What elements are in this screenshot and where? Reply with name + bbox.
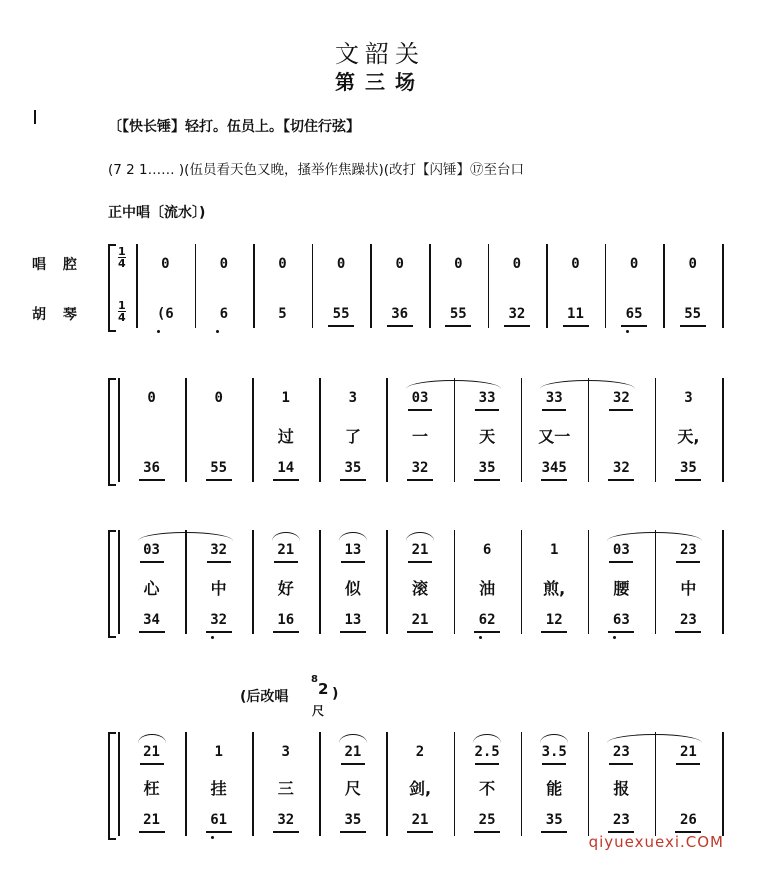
voice-note: 0	[688, 256, 697, 272]
note-underline	[206, 831, 232, 833]
huqin-note: 55	[332, 306, 350, 322]
mode-change-note: (后改唱	[240, 689, 289, 705]
huqin-note: 35	[344, 812, 362, 828]
octave-dot	[216, 330, 219, 333]
huqin-note: 21	[143, 812, 160, 828]
note-underline	[676, 561, 700, 563]
mode-change-sub: 尺	[312, 704, 325, 718]
huqin-note: 35	[478, 460, 496, 476]
lyric-char: 报	[613, 779, 630, 798]
voice-note: 0	[395, 256, 404, 272]
voice-note: 3	[684, 390, 693, 406]
huqin-note: 35	[680, 460, 697, 476]
voice-note: 0	[214, 390, 223, 406]
note-underline	[408, 561, 432, 563]
note-underline	[541, 631, 567, 633]
octave-dot	[211, 636, 214, 639]
note-underline	[676, 763, 700, 765]
note-underline	[475, 409, 499, 411]
tie-slur	[540, 734, 568, 743]
stage-direction-1: 〔【快长锤】轻打。伍员上。【切住行弦】	[108, 119, 360, 135]
voice-note: 0	[336, 256, 346, 272]
huqin-note: 63	[612, 612, 630, 628]
lyric-char: 滚	[411, 579, 428, 598]
note-underline	[541, 831, 567, 833]
huqin-note: 32	[612, 460, 630, 476]
note-underline	[474, 631, 500, 633]
voice-note: 3.5	[541, 744, 567, 760]
note-underline	[542, 763, 566, 765]
huqin-note: 13	[344, 612, 362, 628]
voice-note: 23	[612, 744, 630, 760]
margin-mark	[34, 110, 36, 124]
huqin-note: 35	[344, 460, 362, 476]
voice-note: 3	[281, 744, 290, 760]
voice-note: 32	[612, 390, 630, 406]
lyric-char: 煎,	[543, 579, 566, 598]
voice-note: 21	[680, 744, 697, 760]
voice-note: 33	[478, 390, 496, 406]
huqin-label: 胡 琴	[32, 307, 83, 323]
voice-note: 1	[549, 542, 559, 558]
lyric-char: 天,	[677, 427, 700, 446]
note-underline	[609, 763, 633, 765]
note-underline	[608, 631, 634, 633]
huqin-note: 62	[478, 612, 496, 628]
system-brace	[108, 244, 116, 332]
note-underline	[445, 325, 471, 327]
huqin-note: 32	[210, 612, 228, 628]
octave-dot	[479, 636, 482, 639]
lyric-char: 三	[277, 779, 294, 798]
lyric-char: 不	[479, 779, 496, 798]
huqin-note: 21	[411, 812, 429, 828]
note-underline	[541, 479, 567, 481]
voice-note: 03	[612, 542, 630, 558]
mode-change-key: 2	[318, 680, 329, 698]
tie-slur	[138, 532, 233, 541]
lyric-char: 腰	[613, 579, 630, 598]
mode-change-sup: 8	[311, 674, 318, 685]
huqin-note: 32	[277, 812, 295, 828]
barline	[722, 378, 724, 482]
voice-note: 21	[143, 744, 160, 760]
time-signature-huqin: 1 4	[118, 299, 126, 324]
voice-note: 0	[454, 256, 463, 272]
huqin-note: 36	[143, 460, 160, 476]
lyric-char: 挂	[210, 779, 227, 798]
voice-note: 6	[482, 542, 492, 558]
tie-slur	[473, 734, 501, 743]
note-underline	[675, 631, 701, 633]
huqin-note: 61	[210, 812, 228, 828]
lyric-char: 过	[277, 427, 294, 446]
huqin-note: 55	[210, 460, 228, 476]
tie-slur	[406, 380, 501, 389]
octave-dot	[157, 330, 160, 333]
voice-note: 21	[344, 744, 362, 760]
system-brace	[108, 378, 116, 486]
system-brace	[108, 732, 116, 840]
note-underline	[328, 325, 354, 327]
lyric-char: 中	[210, 579, 227, 598]
note-underline	[408, 409, 432, 411]
note-underline	[475, 763, 499, 765]
tie-slur	[339, 532, 367, 541]
lyric-char: 能	[546, 779, 563, 798]
stage-direction-3: 正中唱〔流水〕)	[108, 205, 206, 221]
barline	[722, 732, 724, 836]
huqin-note: 32	[508, 306, 526, 322]
note-underline	[340, 831, 366, 833]
note-underline	[542, 409, 566, 411]
voice-label: 唱 腔	[32, 257, 83, 273]
page-title: 文韶关	[335, 40, 425, 68]
voice-note: 21	[411, 542, 429, 558]
note-underline	[609, 409, 633, 411]
huqin-note: 34	[143, 612, 160, 628]
note-underline	[680, 325, 706, 327]
note-underline	[474, 831, 500, 833]
system-brace	[108, 530, 116, 638]
barline	[722, 530, 724, 634]
note-underline	[273, 479, 299, 481]
site-watermark: qiyuexuexi.COM	[588, 833, 724, 851]
note-underline	[274, 561, 298, 563]
note-underline	[341, 763, 365, 765]
note-underline	[206, 631, 232, 633]
scene-subtitle: 第三场	[335, 70, 425, 94]
mode-change-close: )	[332, 686, 339, 702]
voice-note: 2	[415, 744, 425, 760]
huqin-note: 26	[680, 812, 697, 828]
barline	[722, 244, 724, 328]
note-underline	[407, 631, 433, 633]
tie-slur	[607, 532, 702, 541]
huqin-note: 23	[612, 812, 630, 828]
huqin-note: 32	[411, 460, 429, 476]
lyric-char: 好	[277, 579, 294, 598]
octave-dot	[211, 836, 214, 839]
huqin-note: 21	[411, 612, 429, 628]
time-signature-voice: 1 4	[118, 245, 126, 270]
octave-dot	[613, 636, 616, 639]
note-underline	[608, 479, 634, 481]
note-underline	[407, 831, 433, 833]
voice-note: 3	[348, 390, 358, 406]
voice-note: 13	[344, 542, 362, 558]
voice-note: 0	[219, 256, 229, 272]
note-underline	[140, 763, 164, 765]
lyric-char: 剑,	[408, 779, 432, 798]
lyric-char: 似	[344, 579, 361, 598]
huqin-note: 11	[567, 306, 584, 322]
huqin-note: 65	[625, 306, 643, 322]
lyric-char: 一	[411, 427, 428, 446]
note-underline	[273, 631, 299, 633]
note-underline	[139, 479, 165, 481]
voice-note: 1	[214, 744, 223, 760]
lyric-char: 中	[680, 579, 697, 598]
tie-slur	[138, 734, 166, 743]
huqin-note: 55	[684, 306, 702, 322]
stage-direction-2: (7̄ 2 1…… )(伍员看天色又晚，搔举作焦躁状)(改打【闪锤】⑰至台口	[108, 162, 524, 178]
note-underline	[139, 831, 165, 833]
voice-note: 33	[545, 390, 563, 406]
lyric-char: 又一	[538, 427, 571, 446]
huqin-note: 345	[541, 460, 567, 476]
note-underline	[387, 325, 413, 327]
voice-note: 32	[210, 542, 228, 558]
note-underline	[563, 325, 589, 327]
huqin-note: 5	[278, 306, 287, 322]
note-underline	[407, 479, 433, 481]
note-underline	[504, 325, 530, 327]
note-underline	[340, 631, 366, 633]
voice-note: 0	[278, 256, 287, 272]
voice-note: 23	[680, 542, 697, 558]
huqin-note: 12	[545, 612, 563, 628]
note-underline	[621, 325, 647, 327]
note-underline	[140, 561, 164, 563]
voice-note: 0	[161, 256, 170, 272]
note-underline	[273, 831, 299, 833]
huqin-note: 36	[391, 306, 409, 322]
tie-slur	[339, 734, 367, 743]
note-underline	[341, 561, 365, 563]
huqin-note: 6	[219, 306, 229, 322]
voice-note: 2.5	[474, 744, 500, 760]
lyric-char: 枉	[143, 779, 160, 798]
voice-note: 21	[277, 542, 295, 558]
note-underline	[139, 631, 165, 633]
tie-slur	[540, 380, 635, 389]
lyric-char: 心	[143, 579, 160, 598]
voice-note: 03	[143, 542, 160, 558]
note-underline	[609, 561, 633, 563]
note-underline	[474, 479, 500, 481]
voice-note: 0	[512, 256, 522, 272]
tie-slur	[272, 532, 300, 541]
huqin-note: 14	[277, 460, 295, 476]
lyric-char: 了	[344, 427, 361, 446]
lyric-char: 天	[479, 427, 496, 446]
tie-slur	[406, 532, 434, 541]
voice-note: 1	[281, 390, 290, 406]
note-underline	[207, 561, 231, 563]
note-underline	[675, 479, 701, 481]
huqin-note: 35	[545, 812, 563, 828]
huqin-note: 23	[680, 612, 697, 628]
huqin-note: 25	[478, 812, 496, 828]
huqin-note: 16	[277, 612, 295, 628]
huqin-note: (6	[156, 306, 174, 322]
voice-note: 0	[571, 256, 580, 272]
note-underline	[340, 479, 366, 481]
lyric-char: 油	[479, 579, 496, 598]
note-underline	[206, 479, 232, 481]
voice-note: 0	[147, 390, 156, 406]
tie-slur	[607, 734, 702, 743]
voice-note: 03	[411, 390, 429, 406]
lyric-char: 尺	[344, 779, 361, 798]
huqin-note: 55	[449, 306, 467, 322]
octave-dot	[626, 330, 629, 333]
voice-note: 0	[629, 256, 639, 272]
